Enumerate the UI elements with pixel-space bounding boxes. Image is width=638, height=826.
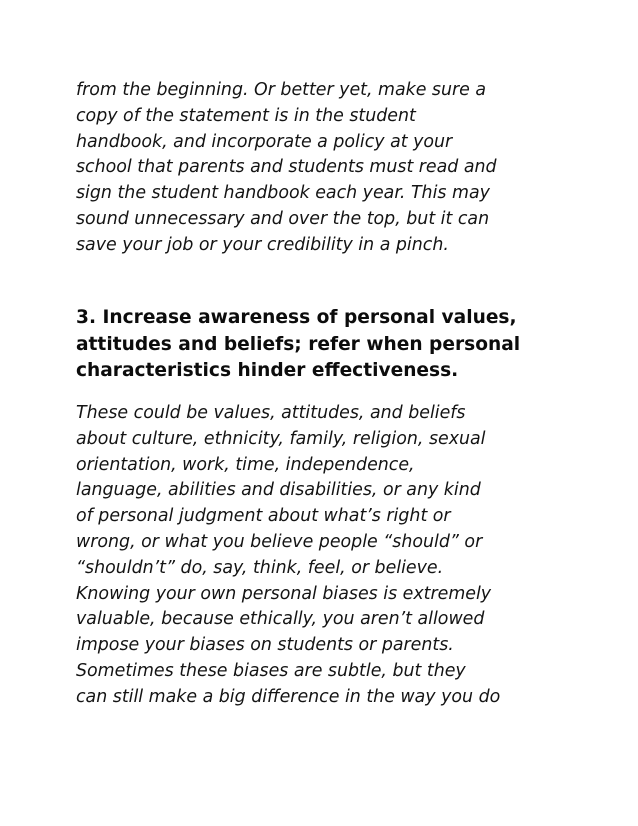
text-line: sign the student handbook each year. This may — [76, 183, 490, 204]
intro-paragraph — [76, 78, 497, 259]
text-line: Knowing your own personal biases is extremely — [76, 583, 492, 604]
text-line: school that parents and students must read and — [76, 157, 497, 178]
heading-line: characteristics hinder effectiveness. — [76, 360, 459, 381]
text-line: wrong, or what you believe people “should” or — [76, 531, 483, 552]
text-line: Sometimes these biases are subtle, but they — [76, 660, 466, 681]
text-line: sound unnecessary and over the top, but it can — [76, 208, 490, 229]
text-line: of personal judgment about what’s right or — [76, 506, 451, 527]
text-line: orientation, work, time, independence, — [76, 454, 415, 475]
body-paragraph — [76, 401, 500, 711]
heading-line: 3. Increase awareness of personal values, — [76, 307, 517, 328]
text-line: valuable, because ethically, you aren’t allowed — [76, 609, 485, 630]
text-line: handbook, and incorporate a policy at your — [76, 131, 453, 152]
section-heading — [76, 305, 520, 385]
text-line: copy of the statement is in the student — [76, 105, 416, 126]
text-line: These could be values, attitudes, and beliefs — [76, 403, 466, 423]
text-line: can still make a big difference in the way you do — [76, 686, 501, 707]
text-line: impose your biases on students or parents. — [76, 635, 454, 656]
text-line: about culture, ethnicity, family, religion, sexual — [76, 428, 486, 449]
text-line: save your job or your credibility in a pinch. — [76, 234, 449, 255]
text-line: from the beginning. Or better yet, make sure a — [76, 80, 487, 100]
text-line: “shouldn’t” do, say, think, feel, or believe. — [76, 557, 444, 578]
text-line: language, abilities and disabilities, or any kind — [76, 480, 481, 501]
heading-line: attitudes and beliefs; refer when personal — [76, 333, 521, 355]
